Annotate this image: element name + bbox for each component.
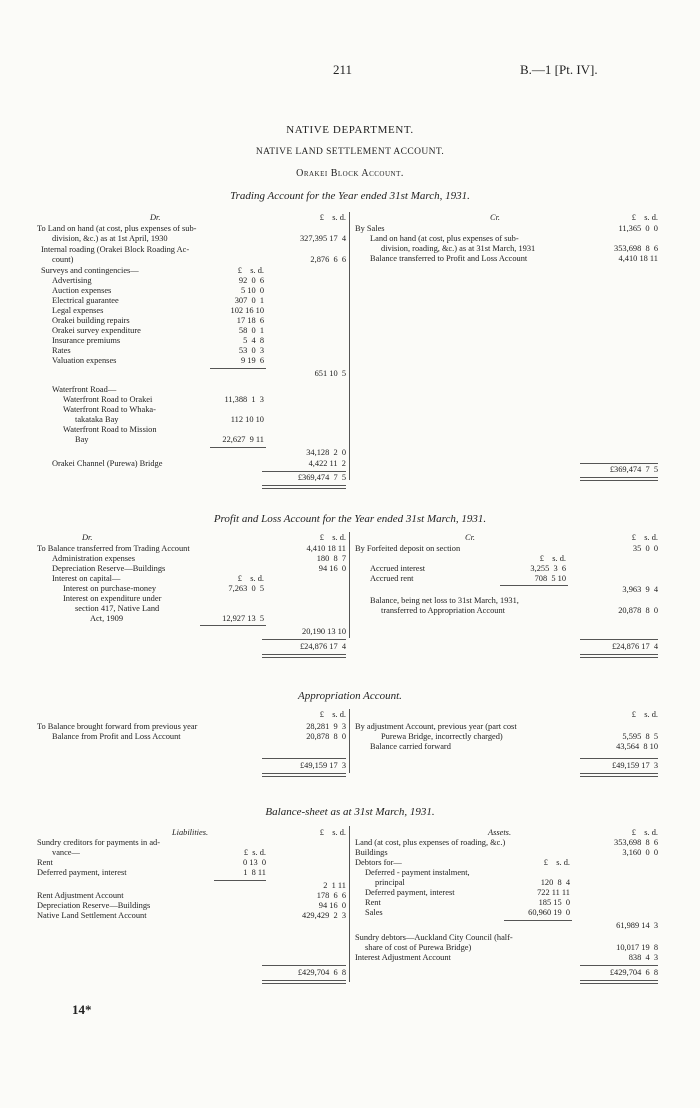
assets-label: Assets. <box>488 828 512 837</box>
debtors-sales-label: Sales <box>365 908 383 917</box>
assets-interest-adj-label: Interest Adjustment Account <box>355 953 451 962</box>
balance-divider <box>349 826 350 982</box>
pl-accrued-lsd-head: £ s. d. <box>539 554 566 563</box>
appropriation-row-amount: 20,878 8 0 <box>306 732 346 741</box>
surveys-item-label: Electrical guarantee <box>52 296 119 305</box>
balance-right-rule <box>580 965 658 966</box>
pl-row-label: Administration expenses <box>52 554 136 563</box>
balance-left-double-rule <box>262 980 346 984</box>
pl-cr-label: Cr. <box>465 533 476 542</box>
pl-interest-total: 20,190 13 10 <box>302 627 346 636</box>
pl-left-double-rule <box>262 654 346 658</box>
pl-interest-exp-amount: 12,927 13 5 <box>222 614 264 623</box>
appropriation-row-amount: 28,281 9 3 <box>306 722 346 731</box>
waterfront-label: Waterfront Road— <box>52 385 117 394</box>
creditors-rent-amount: 0 13 0 <box>242 858 266 867</box>
pl-balance-line1: Balance, being net loss to 31st March, 1931, <box>370 596 519 605</box>
pl-interest-purchase-label: Interest on purchase-money <box>63 584 157 593</box>
liabilities-label: Liabilities. <box>172 828 209 837</box>
appropriation-right-double-rule <box>580 773 658 777</box>
trading-land-line1: To Land on hand (at cost, plus expenses of sub- <box>37 224 197 233</box>
creditors-deferred-amount: 1 8 11 <box>243 868 266 877</box>
creditors-line1: Sundry creditors for payments in ad- <box>37 838 161 847</box>
waterfront-item-label: Waterfront Road to Orakei <box>63 395 153 404</box>
pl-right-rule <box>580 639 658 640</box>
waterfront-item-amount: 11,388 1 3 <box>224 395 264 404</box>
waterfront-item-amount: 22,627 9 11 <box>222 435 264 444</box>
surveys-item-label: Advertising <box>52 276 92 285</box>
pl-dr-label: Dr. <box>82 533 93 542</box>
balance-right-lsd-head: £ s. d. <box>631 828 658 837</box>
appropriation-adjust-line2: Purewa Bridge, incorrectly charged) <box>381 732 503 741</box>
trading-land-right-line1: Land on hand (at cost, plus expenses of sub- <box>370 234 519 243</box>
liability-row-label: Native Land Settlement Account <box>37 911 147 920</box>
trading-account-title: Trading Account for the Year ended 31st March, 1931. <box>230 190 470 202</box>
waterfront-rule <box>210 447 266 448</box>
pl-accrued-rent-amount: 708 5 10 <box>534 574 566 583</box>
balance-left-rule <box>262 965 346 966</box>
trading-surveys-label: Surveys and contingencies— <box>41 266 139 275</box>
trading-right-total: £369,474 7 5 <box>609 465 658 474</box>
pl-row-label: To Balance transferred from Trading Account <box>37 544 190 553</box>
surveys-item-amount: 9 19 6 <box>240 356 264 365</box>
assets-buildings-amount: 3,160 0 0 <box>622 848 658 857</box>
debtors-deferred-principal-amount: 120 8 4 <box>540 878 570 887</box>
pl-right-total: £24,876 17 4 <box>611 642 658 651</box>
surveys-item-label: Valuation expenses <box>52 356 117 365</box>
pl-balance-line2: transferred to Appropriation Account <box>381 606 505 615</box>
trading-balance-label: Balance transferred to Profit and Loss Account <box>370 254 528 263</box>
appropriation-left-total: £49,159 17 3 <box>299 761 346 770</box>
appropriation-left-rule <box>262 758 346 759</box>
trading-dr-label: Dr. <box>150 213 161 222</box>
pl-right-lsd-head: £ s. d. <box>631 533 658 542</box>
assets-sundry-line1: Sundry debtors—Auckland City Council (half- <box>355 933 513 942</box>
trading-sales-label: By Sales <box>355 224 385 233</box>
page-number: 211 <box>333 62 353 77</box>
surveys-item-amount: 53 0 3 <box>238 346 264 355</box>
pl-left-total: £24,876 17 4 <box>299 642 346 651</box>
trading-land-right-line2: division, roading, &c.) as at 31st March, 1931 <box>381 244 536 253</box>
liability-row-amount: 429,429 2 3 <box>302 911 346 920</box>
channel-bridge-label: Orakei Channel (Purewa) Bridge <box>52 459 163 468</box>
trading-internal-amount: 2,876 6 6 <box>310 255 346 264</box>
surveys-item-label: Rates <box>52 346 71 355</box>
pl-accrued-interest-amount: 3,255 3 6 <box>530 564 566 573</box>
balance-left-lsd-head: £ s. d. <box>319 828 346 837</box>
balance-left-total: £429,704 6 8 <box>297 968 346 977</box>
appropriation-title: Appropriation Account. <box>298 690 402 702</box>
creditors-deferred-label: Deferred payment, interest <box>37 868 127 877</box>
appropriation-carried-label: Balance carried forward <box>370 742 451 751</box>
surveys-rule <box>210 368 266 369</box>
pl-accrued-rule <box>500 585 568 586</box>
appropriation-divider <box>349 709 350 773</box>
trading-right-rule <box>580 463 658 464</box>
block-title: Orakei Block Account. <box>296 168 404 179</box>
page-reference: B.—1 [Pt. IV]. <box>520 62 598 77</box>
surveys-item-amount: 307 0 1 <box>234 296 264 305</box>
appropriation-right-lsd-head: £ s. d. <box>631 710 658 719</box>
liability-row-amount: 94 16 0 <box>318 901 346 910</box>
surveys-item-label: Legal expenses <box>52 306 104 315</box>
assets-debtors-label: Debtors for— <box>355 858 402 867</box>
pl-row-amount: 4,410 18 11 <box>306 544 346 553</box>
assets-land-amount: 353,698 8 6 <box>614 838 658 847</box>
waterfront-item-label: takataka Bay <box>75 415 119 424</box>
debtors-deferred-interest-amount: 722 11 11 <box>537 888 570 897</box>
liability-row-label: Rent Adjustment Account <box>37 891 124 900</box>
pl-accrued-total: 3,963 9 4 <box>622 585 658 594</box>
appropriation-right-rule <box>580 758 658 759</box>
trading-land-amount: 327,395 17 4 <box>299 234 346 243</box>
surveys-item-amount: 102 16 10 <box>230 306 264 315</box>
waterfront-item-label: Bay <box>75 435 89 444</box>
assets-sundry-amount: 10,017 19 8 <box>616 943 658 952</box>
balance-right-double-rule <box>580 980 658 984</box>
pl-accrued-interest-label: Accrued interest <box>370 564 426 573</box>
trading-surveys-lsd-head: £ s. d. <box>237 266 264 275</box>
debtors-rent-label: Rent <box>365 898 381 907</box>
debtors-rule <box>504 920 572 921</box>
appropriation-row-label: Balance from Profit and Loss Account <box>52 732 181 741</box>
account-title: NATIVE LAND SETTLEMENT ACCOUNT. <box>255 147 445 157</box>
pl-forfeited-amount: 35 0 0 <box>632 544 658 553</box>
assets-buildings-label: Buildings <box>355 848 388 857</box>
waterfront-total: 34,128 2 0 <box>306 448 346 457</box>
pl-interest-purchase-amount: 7,263 0 5 <box>228 584 264 593</box>
debtors-sales-amount: 60,960 19 0 <box>528 908 570 917</box>
appropriation-left-double-rule <box>262 773 346 777</box>
debtors-deferred-principal-line2: principal <box>375 878 405 887</box>
creditors-rent-label: Rent <box>37 858 53 867</box>
pl-interest-exp-line2: section 417, Native Land <box>75 604 160 613</box>
debtors-deferred-interest-label: Deferred payment, interest <box>365 888 455 897</box>
creditors-total: 2 1 11 <box>323 881 346 890</box>
waterfront-item-amount: 112 10 10 <box>230 415 264 424</box>
assets-sundry-line2: share of cost of Purewa Bridge) <box>365 943 472 952</box>
trading-right-lsd-head: £ s. d. <box>631 213 658 222</box>
waterfront-item-label: Waterfront Road to Mission <box>63 425 157 434</box>
surveys-item-amount: 5 4 8 <box>243 336 264 345</box>
trading-sales-amount: 11,365 0 0 <box>618 224 658 233</box>
pl-left-rule <box>262 639 346 640</box>
pl-row-amount: 94 16 0 <box>318 564 346 573</box>
assets-land-label: Land (at cost, plus expenses of roading, &c.) <box>355 838 506 847</box>
pl-right-double-rule <box>580 654 658 658</box>
appropriation-right-total: £49,159 17 3 <box>611 761 658 770</box>
pl-interest-exp-line1: Interest on expenditure under <box>63 594 162 603</box>
trading-left-lsd-head: £ s. d. <box>319 213 346 222</box>
surveys-item-label: Auction expenses <box>52 286 112 295</box>
appropriation-left-lsd-head: £ s. d. <box>319 710 346 719</box>
trading-internal-line2: count) <box>52 255 74 264</box>
trading-left-rule <box>262 471 346 472</box>
debtors-deferred-principal-line1: Deferred - payment instalment, <box>365 868 470 877</box>
pl-account-title: Profit and Loss Account for the Year ended 31st March, 1931. <box>213 513 487 525</box>
appropriation-adjust-amount: 5,595 8 5 <box>622 732 658 741</box>
pl-interest-label: Interest on capital— <box>52 574 121 583</box>
pl-row-label: Depreciation Reserve—Buildings <box>52 564 166 573</box>
surveys-item-label: Orakei building repairs <box>52 316 130 325</box>
channel-bridge-amount: 4,422 11 2 <box>308 459 346 468</box>
liability-row-amount: 178 6 6 <box>316 891 346 900</box>
balance-sheet-title: Balance-sheet as at 31st March, 1931. <box>265 806 435 818</box>
trading-balance-amount: 4,410 18 11 <box>618 254 658 263</box>
debtors-total: 61,989 14 3 <box>616 921 658 930</box>
creditors-rule <box>214 880 266 881</box>
pl-row-amount: 180 8 7 <box>316 554 346 563</box>
pl-divider <box>349 532 350 638</box>
trading-internal-line1: Internal roading (Orakei Block Roading Ac- <box>41 245 190 254</box>
surveys-item-amount: 92 0 6 <box>238 276 264 285</box>
appropriation-adjust-line1: By adjustment Account, previous year (part cost <box>355 722 517 731</box>
balance-right-total: £429,704 6 8 <box>609 968 658 977</box>
pl-forfeited-label: By Forfeited deposit on section <box>355 544 461 553</box>
waterfront-item-label: Waterfront Road to Whaka- <box>63 405 156 414</box>
pl-balance-amount: 20,878 8 0 <box>618 606 658 615</box>
surveys-item-amount: 17 18 6 <box>236 316 264 325</box>
surveys-item-amount: 5 10 0 <box>240 286 264 295</box>
assets-debtors-lsd-head: £ s. d. <box>543 858 570 867</box>
trading-cr-label: Cr. <box>490 213 501 222</box>
surveys-item-amount: 58 0 1 <box>238 326 264 335</box>
footer-mark: 14* <box>72 1002 92 1017</box>
creditors-lsd-head: £ s. d. <box>243 848 266 857</box>
department-title: NATIVE DEPARTMENT. <box>286 124 414 136</box>
trading-land-right-amount: 353,698 8 6 <box>614 244 658 253</box>
debtors-rent-amount: 185 15 0 <box>538 898 570 907</box>
creditors-line2: vance— <box>52 848 80 857</box>
pl-interest-lsd-head: £ s. d. <box>237 574 264 583</box>
pl-interest-exp-line3: Act, 1909 <box>90 614 124 623</box>
surveys-item-label: Orakei survey expenditure <box>52 326 141 335</box>
trading-divider <box>349 212 350 480</box>
liability-row-label: Depreciation Reserve—Buildings <box>37 901 151 910</box>
trading-left-double-rule <box>262 485 346 489</box>
pl-left-lsd-head: £ s. d. <box>319 533 346 542</box>
surveys-item-label: Insurance premiums <box>52 336 121 345</box>
appropriation-carried-amount: 43,564 8 10 <box>616 742 658 751</box>
trading-left-total: £369,474 7 5 <box>297 473 346 482</box>
pl-interest-rule <box>200 625 266 626</box>
surveys-total: 651 10 5 <box>314 369 346 378</box>
trading-right-double-rule <box>580 477 658 481</box>
assets-interest-adj-amount: 838 4 3 <box>628 953 658 962</box>
trading-land-line2: division, &c.) as at 1st April, 1930 <box>52 234 168 243</box>
pl-accrued-rent-label: Accrued rent <box>370 574 414 583</box>
appropriation-row-label: To Balance brought forward from previous year <box>37 722 198 731</box>
